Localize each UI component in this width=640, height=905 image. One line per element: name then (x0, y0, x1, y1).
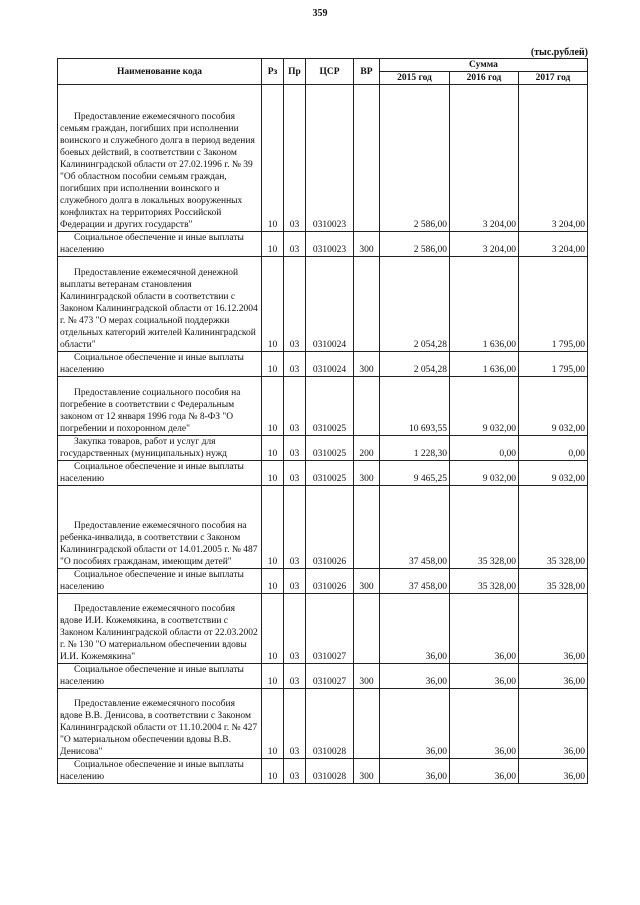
table-row (58, 352, 588, 377)
row-amount-2016: 1 636,00 (450, 352, 519, 377)
row-rz: 10 (262, 664, 284, 689)
row-rz: 10 (262, 594, 284, 664)
row-name-text: Предоставление ежемесячного пособия семьям граждан, погибших при исполнении воинского и служебного долга в период ведения боевых действий, в соответствии с Законом Калининградской области от 27.02.1996 г. № 39 "Об областном пособии семьям граждан, погибших при исполнении воинского и служебного долга в локальных вооруженных конфликтах на территориях Российской Федерации и других государств" (60, 112, 255, 230)
row-name (58, 594, 262, 664)
budget-table (57, 58, 588, 784)
header-name: Наименование кода (58, 59, 262, 85)
row-csr: 0310028 (306, 759, 354, 784)
table-row (58, 436, 588, 461)
row-pr: 03 (284, 689, 306, 759)
page-number: 359 (312, 8, 328, 19)
row-name (58, 257, 262, 352)
row-vr: 300 (354, 569, 380, 594)
row-amount-2017: 0,00 (519, 436, 588, 461)
row-rz: 10 (262, 257, 284, 352)
row-rz: 10 (262, 436, 284, 461)
row-amount-2015: 2 586,00 (380, 85, 450, 232)
row-rz: 10 (262, 232, 284, 257)
row-pr: 03 (284, 232, 306, 257)
row-amount-2015: 2 054,28 (380, 257, 450, 352)
row-name-text: Предоставление социального пособия на погребение в соответствии с Федеральным законом от 12 января 1996 года № 8-ФЗ "О погребении и похоронном деле" (60, 388, 241, 434)
row-name-text: Социальное обеспечение и иные выплаты населению (60, 233, 244, 255)
row-pr: 03 (284, 569, 306, 594)
header-vr: ВР (354, 59, 380, 85)
table-row (58, 461, 588, 486)
row-amount-2016: 36,00 (450, 689, 519, 759)
row-amount-2017: 35 328,00 (519, 486, 588, 569)
row-rz: 10 (262, 569, 284, 594)
row-rz: 10 (262, 486, 284, 569)
row-amount-2016: 36,00 (450, 664, 519, 689)
row-amount-2016: 35 328,00 (450, 569, 519, 594)
row-amount-2016: 3 204,00 (450, 232, 519, 257)
row-amount-2017: 1 795,00 (519, 257, 588, 352)
row-pr: 03 (284, 85, 306, 232)
row-pr: 03 (284, 436, 306, 461)
row-rz: 10 (262, 377, 284, 436)
header-2015: 2015 год (380, 72, 450, 85)
row-csr: 0310026 (306, 569, 354, 594)
row-amount-2017: 36,00 (519, 689, 588, 759)
row-amount-2017: 1 795,00 (519, 352, 588, 377)
row-csr: 0310025 (306, 436, 354, 461)
row-name (58, 377, 262, 436)
row-amount-2015: 36,00 (380, 594, 450, 664)
unit-note: (тыс.рублей) (530, 47, 588, 58)
row-amount-2017: 36,00 (519, 759, 588, 784)
row-name (58, 759, 262, 784)
header-2016: 2016 год (450, 72, 519, 85)
table-row (58, 569, 588, 594)
row-pr: 03 (284, 377, 306, 436)
table-row (58, 85, 588, 232)
row-pr: 03 (284, 257, 306, 352)
row-rz: 10 (262, 352, 284, 377)
row-name (58, 436, 262, 461)
table-row (58, 486, 588, 569)
row-vr: 300 (354, 461, 380, 486)
row-name-text: Предоставление ежемесячного пособия на ребенка-инвалида, в соответствии с Законом Калининградской области от 14.01.2005 г. № 487 "О пособиях гражданам, имеющим детей" (60, 521, 258, 567)
row-name-text: Предоставление ежемесячного пособия вдове В.В. Денисова, в соответствии с Законом Калининградской области от 11.10.2004 г. № 427 "О материальном обеспечении вдовы В.В. Денисова" (60, 699, 258, 757)
header-2017: 2017 год (519, 72, 588, 85)
row-csr: 0310027 (306, 594, 354, 664)
row-amount-2015: 36,00 (380, 759, 450, 784)
row-amount-2016: 9 032,00 (450, 461, 519, 486)
row-amount-2015: 1 228,30 (380, 436, 450, 461)
row-name-text: Социальное обеспечение и иные выплаты населению (60, 760, 244, 782)
table-row (58, 232, 588, 257)
row-vr: 200 (354, 436, 380, 461)
table-row (58, 664, 588, 689)
row-pr: 03 (284, 664, 306, 689)
row-amount-2017: 9 032,00 (519, 377, 588, 436)
row-amount-2015: 37 458,00 (380, 569, 450, 594)
row-amount-2016: 1 636,00 (450, 257, 519, 352)
header-sum: Сумма (380, 59, 588, 72)
header-csr: ЦСР (306, 59, 354, 85)
row-name-text: Социальное обеспечение и иные выплаты населению (60, 570, 244, 592)
row-vr: 300 (354, 232, 380, 257)
row-vr (354, 85, 380, 232)
row-name-text: Социальное обеспечение и иные выплаты населению (60, 665, 244, 687)
row-amount-2015: 37 458,00 (380, 486, 450, 569)
row-csr: 0310023 (306, 232, 354, 257)
row-amount-2016: 9 032,00 (450, 377, 519, 436)
row-amount-2016: 36,00 (450, 594, 519, 664)
row-amount-2015: 36,00 (380, 664, 450, 689)
row-name-text: Предоставление ежемесячной денежной выплаты ветеранам становления Калининградской области в соответствии с Законом Калининградской области от 16.12.2004 г. № 473 "О мерах социальной поддержки отдельных категорий жителей Калининградской области" (60, 268, 258, 350)
header-rz: Рз (262, 59, 284, 85)
row-name-text: Предоставление ежемесячного пособия вдове И.И. Кожемякина, в соответствии с Законом Калининградской области от 22.03.2002 г. № 130 "О материальном обеспечении вдовы И.И. Кожемякина" (60, 604, 258, 662)
row-amount-2015: 9 465,25 (380, 461, 450, 486)
row-amount-2015: 2 586,00 (380, 232, 450, 257)
row-csr: 0310025 (306, 377, 354, 436)
row-vr: 300 (354, 759, 380, 784)
row-csr: 0310027 (306, 664, 354, 689)
row-name-text: Закупка товаров, работ и услуг для государственных (муниципальных) нужд (60, 437, 227, 459)
row-name-text: Социальное обеспечение и иные выплаты населению (60, 353, 244, 375)
row-vr (354, 377, 380, 436)
row-name (58, 85, 262, 232)
row-pr: 03 (284, 486, 306, 569)
row-name (58, 486, 262, 569)
table-row (58, 594, 588, 664)
row-amount-2017: 9 032,00 (519, 461, 588, 486)
row-amount-2016: 3 204,00 (450, 85, 519, 232)
row-pr: 03 (284, 759, 306, 784)
row-amount-2016: 36,00 (450, 759, 519, 784)
table-row (58, 257, 588, 352)
row-csr: 0310028 (306, 689, 354, 759)
row-rz: 10 (262, 689, 284, 759)
table-body (58, 85, 588, 784)
row-amount-2016: 0,00 (450, 436, 519, 461)
row-vr: 300 (354, 664, 380, 689)
row-csr: 0310025 (306, 461, 354, 486)
table-row (58, 759, 588, 784)
row-vr (354, 689, 380, 759)
row-csr: 0310024 (306, 257, 354, 352)
row-name (58, 352, 262, 377)
row-amount-2015: 10 693,55 (380, 377, 450, 436)
row-vr (354, 486, 380, 569)
row-vr: 300 (354, 352, 380, 377)
row-amount-2017: 3 204,00 (519, 232, 588, 257)
row-rz: 10 (262, 759, 284, 784)
row-name (58, 664, 262, 689)
row-amount-2015: 36,00 (380, 689, 450, 759)
row-name (58, 461, 262, 486)
row-name (58, 569, 262, 594)
table-row (58, 377, 588, 436)
row-csr: 0310024 (306, 352, 354, 377)
row-csr: 0310026 (306, 486, 354, 569)
row-vr (354, 257, 380, 352)
table-row (58, 689, 588, 759)
row-pr: 03 (284, 352, 306, 377)
row-amount-2016: 35 328,00 (450, 486, 519, 569)
row-name (58, 689, 262, 759)
row-rz: 10 (262, 461, 284, 486)
row-name (58, 232, 262, 257)
header-pr: Пр (284, 59, 306, 85)
row-amount-2017: 35 328,00 (519, 569, 588, 594)
row-rz: 10 (262, 85, 284, 232)
row-amount-2017: 3 204,00 (519, 85, 588, 232)
row-pr: 03 (284, 594, 306, 664)
row-pr: 03 (284, 461, 306, 486)
row-name-text: Социальное обеспечение и иные выплаты населению (60, 462, 244, 484)
row-amount-2015: 2 054,28 (380, 352, 450, 377)
row-vr (354, 594, 380, 664)
row-csr: 0310023 (306, 85, 354, 232)
row-amount-2017: 36,00 (519, 664, 588, 689)
row-amount-2017: 36,00 (519, 594, 588, 664)
